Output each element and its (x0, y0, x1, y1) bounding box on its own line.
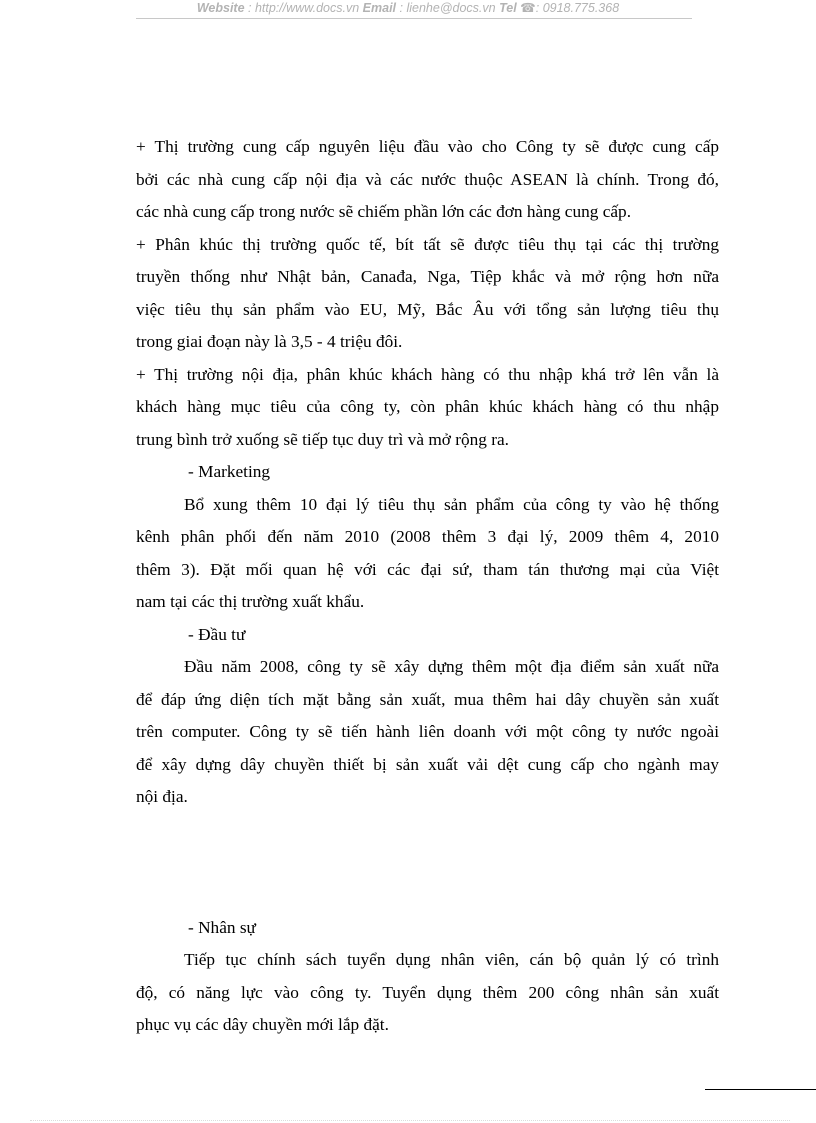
body-line: bởi các nhà cung cấp nội địa và các nước thuộc ASEAN là chính. Trong đó, (136, 169, 719, 189)
footnote-separator (705, 1089, 816, 1090)
section-heading-dau-tu: - Đầu tư (188, 624, 246, 644)
body-line: việc tiêu thụ sản phẩm vào EU, Mỹ, Bắc Âu với tổng sản lượng tiêu thụ (136, 299, 719, 319)
body-line: + Phân khúc thị trường quốc tế, bít tất sẽ được tiêu thụ tại các thị trường (136, 234, 719, 254)
body-line: kênh phân phối đến năm 2010 (2008 thêm 3 đại lý, 2009 thêm 4, 2010 (136, 527, 719, 546)
body-line: thêm 3). Đặt mối quan hệ với các đại sứ, tham tán thương mại của Việt (136, 559, 719, 579)
body-line: Bổ xung thêm 10 đại lý tiêu thụ sản phẩm của công ty vào hệ thống (184, 494, 719, 514)
header-rule (136, 18, 692, 19)
document-body (136, 131, 719, 1042)
tel-value: ☎: 0918.775.368 (520, 1, 620, 15)
body-line: độ, có năng lực vào công ty. Tuyển dụng thêm 200 công nhân sản xuất (136, 982, 719, 1002)
email-label: Email (362, 1, 397, 15)
website-label: Website (196, 1, 245, 15)
blank-space (136, 814, 719, 912)
body-line: truyền thống như Nhật bản, Canađa, Nga, Tiệp khắc và mở rộng hơn nữa (136, 267, 719, 286)
body-line: để đáp ứng diện tích mặt bằng sản xuất, mua thêm hai dây chuyền sản xuất (136, 689, 719, 709)
body-line: các nhà cung cấp trong nước sẽ chiếm phần lớn các đơn hàng cung cấp. (136, 202, 632, 221)
page-header (0, 0, 816, 17)
body-line: nội địa. (136, 787, 188, 806)
body-line: trên computer. Công ty sẽ tiến hành liên doanh với một công ty nước ngoài (136, 722, 719, 741)
section-heading-marketing: - Marketing (188, 462, 271, 481)
page-bottom-border (30, 1120, 790, 1121)
tel-label: Tel (499, 1, 517, 15)
body-line: Tiếp tục chính sách tuyển dụng nhân viên, cán bộ quản lý có trình (184, 950, 719, 969)
email-value: : lienhe@docs.vn (399, 1, 496, 15)
body-line: trong giai đoạn này là 3,5 - 4 triệu đôi. (136, 332, 403, 351)
body-line: khách hàng mục tiêu của công ty, còn phân khúc khách hàng có thu nhập (136, 397, 719, 416)
body-line: nam tại các thị trường xuất khẩu. (136, 592, 365, 611)
body-line: để xây dựng dây chuyền thiết bị sản xuất vải dệt cung cấp cho ngành may (136, 754, 719, 774)
body-line: trung bình trở xuống sẽ tiếp tục duy trì và mở rộng ra. (136, 429, 509, 449)
body-line: phục vụ các dây chuyền mới lắp đặt. (136, 1015, 389, 1034)
body-line: + Thị trường nội địa, phân khúc khách hàng có thu nhập khá trở lên vẫn là (136, 364, 719, 384)
section-heading-nhan-su: - Nhân sự (188, 917, 256, 937)
body-line: + Thị trường cung cấp nguyên liệu đầu vào cho Công ty sẽ được cung cấp (136, 137, 719, 156)
body-line: Đầu năm 2008, công ty sẽ xây dựng thêm một địa điểm sản xuất nữa (184, 657, 719, 676)
website-value: : http://www.docs.vn (248, 1, 360, 15)
